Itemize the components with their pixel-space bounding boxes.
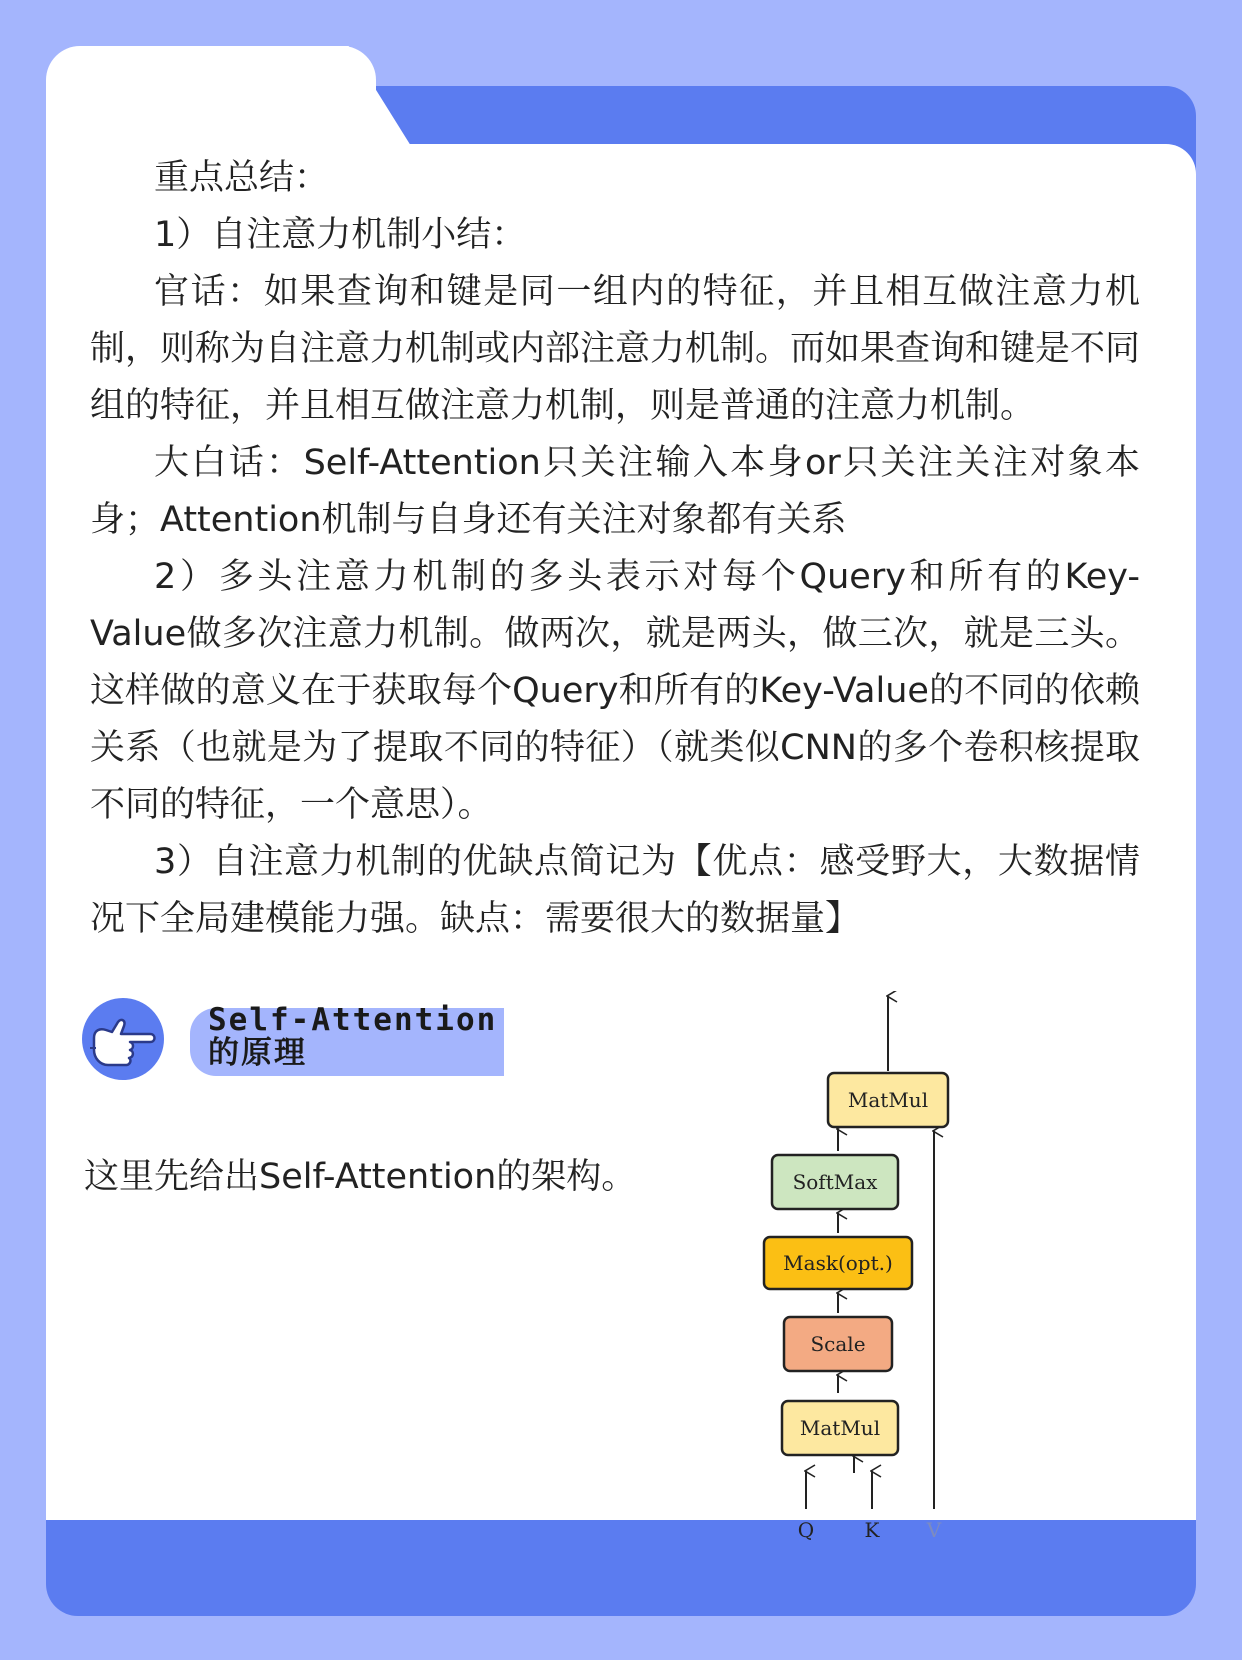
section-heading (82, 998, 502, 1088)
softmax-label: SoftMax (792, 1170, 878, 1194)
self-attention-diagram (756, 991, 1016, 1546)
point-1-plain: 大白话：Self-Attention只关注输入本身or只关注关注对象本身；Attention机制与自身还有关注对象都有关系 (90, 443, 1140, 540)
footer-bar (46, 1520, 1196, 1616)
q-label: Q (797, 1518, 815, 1542)
summary-heading: 重点总结： (154, 158, 330, 198)
section-title: Self-Attention 的原理 (208, 1002, 498, 1071)
point-3: 3）自注意力机制的优缺点简记为【优点：感受野大，大数据情况下全局建模能力强。缺点：需要很大的数据量】 (90, 842, 1140, 939)
k-label: K (864, 1518, 880, 1542)
summary-text (90, 150, 1140, 948)
point-2: 2）多头注意力机制的多头表示对每个Query和所有的Key-Value做多次注意力机制。做两次，就是两头，做三次，就是三头。这样做的意义在于获取每个Query和所有的Key-Value的不同的依赖关系（也就是为了提取不同的特征）（就类似CNN的多个卷积核提取不同的特征，一个意思）。 (90, 557, 1140, 825)
v-label: V (926, 1518, 942, 1542)
matmul-top-label: MatMul (847, 1088, 929, 1112)
pointing-hand-icon (82, 998, 164, 1080)
matmul-bottom-label: MatMul (799, 1416, 881, 1440)
mask-label: Mask(opt.) (783, 1251, 893, 1275)
section-intro: 这里先给出Self-Attention的架构。 (84, 1157, 637, 1197)
content-card (46, 46, 1196, 1616)
scale-label: Scale (810, 1332, 866, 1356)
point-1-formal: 官话：如果查询和键是同一组内的特征，并且相互做注意力机制，则称为自注意力机制或内部注意力机制。而如果查询和键是不同组的特征，并且相互做注意力机制，则是普通的注意力机制。 (90, 272, 1141, 426)
point-1-heading: 1）自注意力机制小结： (154, 215, 527, 255)
